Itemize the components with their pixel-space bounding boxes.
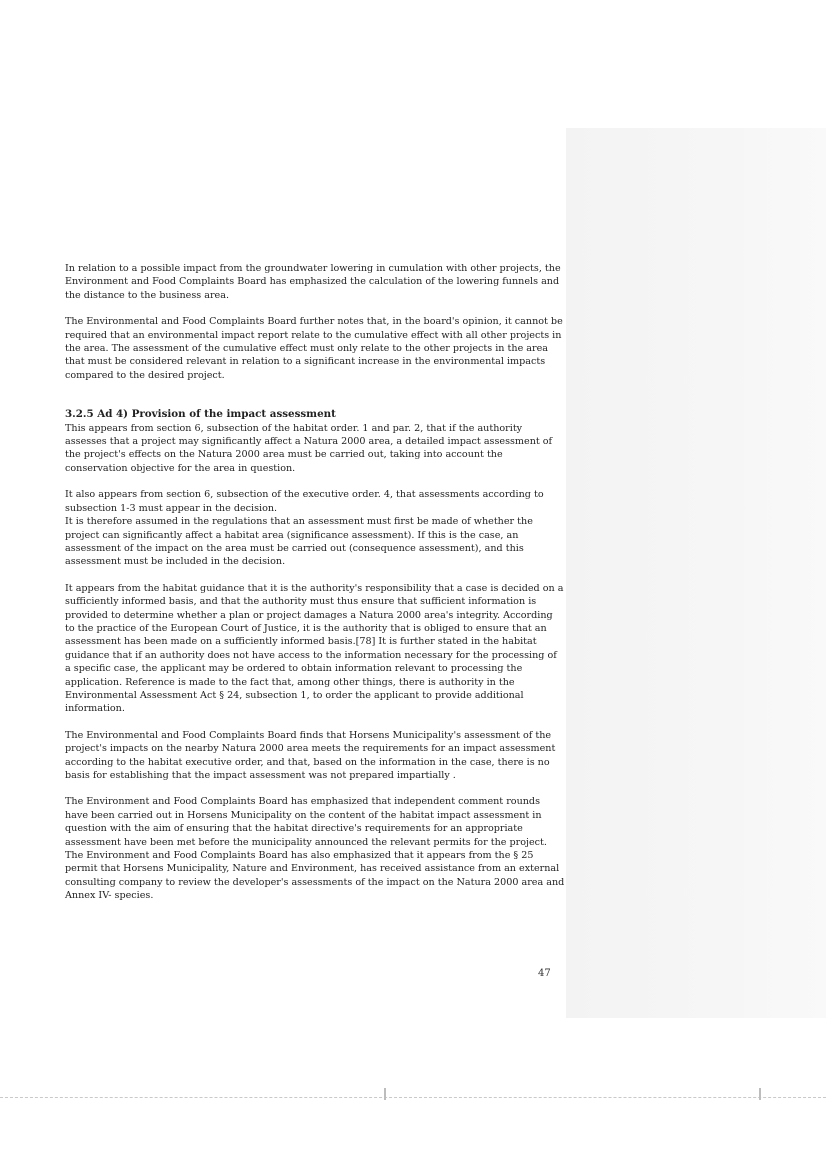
page-number: 47 <box>538 968 551 979</box>
paragraph-board-finds: The Environmental and Food Complaints Board finds that Horsens Municipality's assessment of the project's impacts on the nearby Natura 2000 area meets the requirements for an impact assessment according to the habitat executive order, and that, based on the information in the case, there is no basis for establishing that the impact assessment was not prepared impartially . <box>65 729 556 781</box>
paragraph-also-appears: It also appears from section 6, subsection of the executive order. 4, that assessments according to subsection 1-3 must appear in the decision. <box>65 489 544 514</box>
paragraph-cumulative-effect: The Environmental and Food Complaints Board further notes that, in the board's opinion, it cannot be required that an environmental impact report relate to the cumulative effect with all other projects in the area. The assessment of the cumulative effect must only relate to the other projects in the area that must be considered relevant in relation to a significant increase in the environmental impacts compared to the desired project. <box>65 316 563 381</box>
paragraph-regulations: It is therefore assumed in the regulations that an assessment must first be made of whether the project can significantly affect a habitat area (significance assessment). If this is the case, an assessment of the impact on the area must be carried out (consequence assessment), and this assessment must be included in the decision. <box>65 516 533 568</box>
scan-tick-artifact <box>384 1088 386 1100</box>
paragraph-section-intro: This appears from section 6, subsection of the habitat order. 1 and par. 2, that if the authority assesses that a project may significantly affect a Natura 2000 area, a detailed impact assessment of the project's effects on the Natura 2000 area must be carried out, taking into account the conservation objective for the area in question. <box>65 422 553 474</box>
section-heading: 3.2.5 Ad 4) Provision of the impact assessment <box>65 408 336 421</box>
scan-tick-artifact <box>759 1088 761 1100</box>
scan-shadow-band <box>566 128 826 1018</box>
paragraph-external-consulting: The Environment and Food Complaints Board has also emphasized that it appears from the § 25 permit that Horsens Municipality, Nature and Environment, has received assistance from an external consulting company to review the developer's assessments of the impact on the Natura 2000 area and Annex IV- species. <box>65 850 565 902</box>
scan-line-artifact <box>0 1097 826 1098</box>
paragraph-habitat-guidance: It appears from the habitat guidance that it is the authority's responsibility that a case is decided on a sufficiently informed basis, and that the authority must thus ensure that sufficient information is provided to determine whether a plan or project damages a Natura 2000 area's integrity. According to the practice of the European Court of Justice, it is the authority that is obliged to ensure that an assessment has been made on a sufficiently informed basis.[78] It is further stated in the habitat guidance that if an authority does not have access to the information necessary for the processing of a specific case, the applicant may be ordered to obtain information relevant to processing the application. Reference is made to the fact that, among other things, there is authority in the Environmental Assessment Act § 24, subsection 1, to order the applicant to provide additional information. <box>65 582 564 715</box>
paragraph-comment-rounds: The Environment and Food Complaints Board has emphasized that independent comment rounds have been carried out in Horsens Municipality on the content of the habitat impact assessment in question with the aim of ensuring that the habitat directive's requirements for an appropriate assessment have been met before the municipality announced the relevant permits for the project. <box>65 796 547 848</box>
paragraph-cumulation: In relation to a possible impact from the groundwater lowering in cumulation with other projects, the Environment and Food Complaints Board has emphasized the calculation of the lowering funnels and the distance to the business area. <box>65 263 561 301</box>
document-body <box>65 262 565 903</box>
